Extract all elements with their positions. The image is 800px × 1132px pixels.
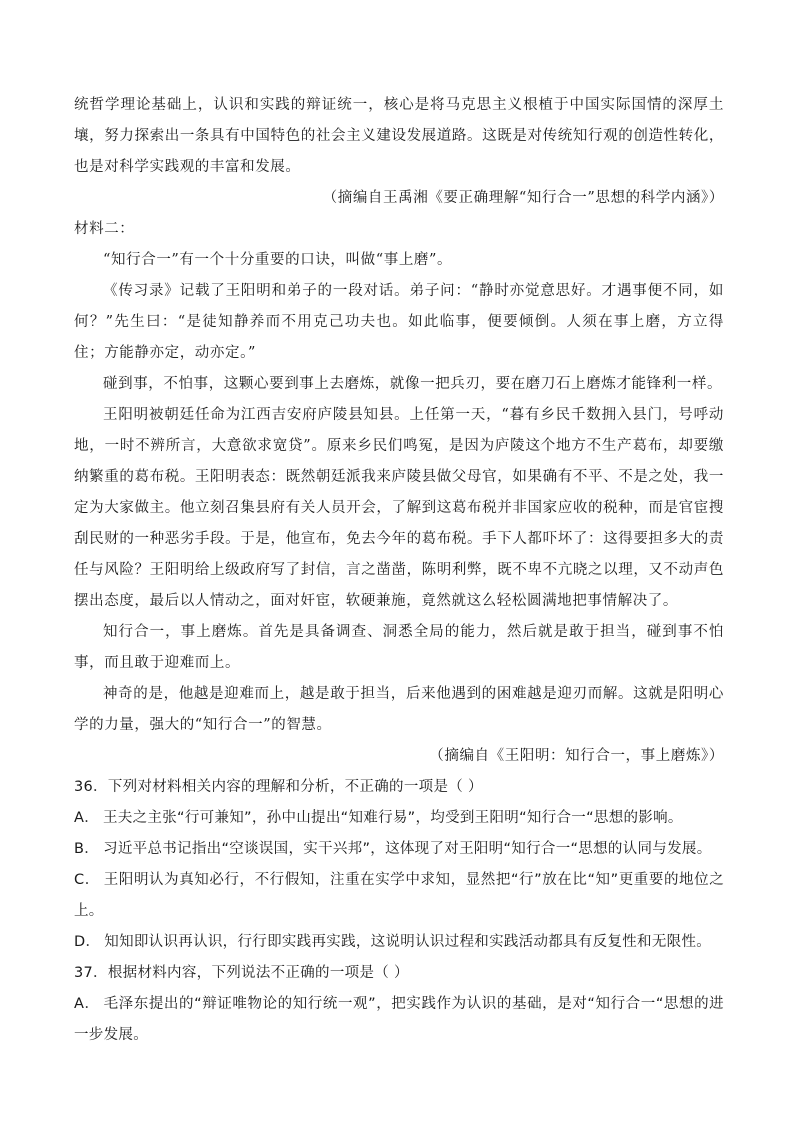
option-text: 王夫之主张“行可兼知”，孙中山提出“知难行易”，均受到王阳明“知行合一“思想的影响。 [103, 810, 683, 826]
option-text: 习近平总书记指出“空谈误国，实干兴邦”，这体现了对王阳明“知行合一“思想的认同与发展。 [103, 841, 712, 857]
option-letter: A． [74, 996, 100, 1012]
option-letter: D． [74, 934, 101, 950]
document-page [74, 90, 724, 1051]
option-letter: A． [74, 810, 100, 826]
question-36-option-b [74, 834, 724, 865]
material2-paragraph: 王阳明被朝廷任命为江西吉安府庐陵县知县。上任第一天，“暮有乡民千数拥入县门，号呼动地，一时不辨所言，大意欲求宽贷”。原来乡民们鸣冤，是因为庐陵这个地方不生产葛布，却要缴纳繁重的葛布税。王阳明表态：既然朝廷派我来庐陵县做父母官，如果确有不平、不是之处，我一定为大家做主。他立刻召集县府有关人员开会，了解到这葛布税并非国家应收的税种，而是官宦搜刮民财的一种恶劣手段。于是，他宣布，免去今年的葛布税。手下人都吓坏了：这得要担多大的责任与风险？王阳明给上级政府写了封信，言之凿凿，陈明利弊，既不卑不亢晓之以理，又不动声色摆出态度，最后以人情动之，面对奸宦，软硬兼施，竟然就这么轻松圆满地把事情解决了。 [74, 407, 724, 609]
option-letter: B． [74, 841, 100, 857]
material2-heading: 材料二： [74, 221, 135, 237]
option-letter: C． [74, 872, 100, 888]
question-37-option-a [74, 989, 724, 1051]
material1-source: （摘编自王禹湘《要正确理解“知行合一”思想的科学内涵》） [322, 190, 724, 206]
question-36-stem: 36．下列对材料相关内容的理解和分析，不正确的一项是（ ） [74, 779, 483, 795]
option-text: 王阳明认为真知必行，不行假知，注重在实学中求知，显然把“行”放在比“知”更重要的地位之上。 [74, 872, 724, 919]
material2-paragraph: “知行合一”有一个十分重要的口诀，叫做“事上磨”。 [103, 252, 453, 268]
material2-paragraph: 知行合一，事上磨炼。首先是具备调查、洞悉全局的能力，然后就是敢于担当，碰到事不怕事，而且敢于迎难而上。 [74, 624, 724, 671]
question-36-option-a [74, 803, 724, 834]
material2-paragraph: 《传习录》记载了王阳明和弟子的一段对话。弟子问：“静时亦觉意思好。才遇事便不同，如何？”先生曰：“是徒知静养而不用克己功夫也。如此临事，便要倾倒。人须在事上磨，方立得住；方能静亦定，动亦定。” [74, 283, 724, 361]
question-36-option-d [74, 927, 724, 958]
material2-paragraph: 碰到事，不怕事，这颗心要到事上去磨炼，就像一把兵刃，要在磨刀石上磨炼才能锋利一样。 [103, 376, 723, 392]
material1-tail-paragraph: 统哲学理论基础上，认识和实践的辩证统一，核心是将马克思主义根植于中国实际国情的深厚土壤，努力探索出一条具有中国特色的社会主义建设发展道路。这既是对传统知行观的创造性转化，也是对科学实践观的丰富和发展。 [74, 97, 724, 175]
option-text: 毛泽东提出的“辩证唯物论的知行统一观”，把实践作为认识的基础，是对“知行合一“思想的进一步发展。 [74, 996, 724, 1043]
question-36-option-c [74, 865, 724, 927]
material2-source: （摘编自《王阳明：知行合一，事上磨炼》） [429, 748, 724, 764]
option-text: 知知即认识再认识，行行即实践再实践，这说明认识过程和实践活动都具有反复性和无限性。 [104, 934, 712, 950]
question-37-stem: 37．根据材料内容，下列说法不正确的一项是（ ） [74, 965, 409, 981]
material2-paragraph: 神奇的是，他越是迎难而上，越是敢于担当，后来他遇到的困难越是迎刃而解。这就是阳明心学的力量，强大的“知行合一”的智慧。 [74, 686, 724, 733]
